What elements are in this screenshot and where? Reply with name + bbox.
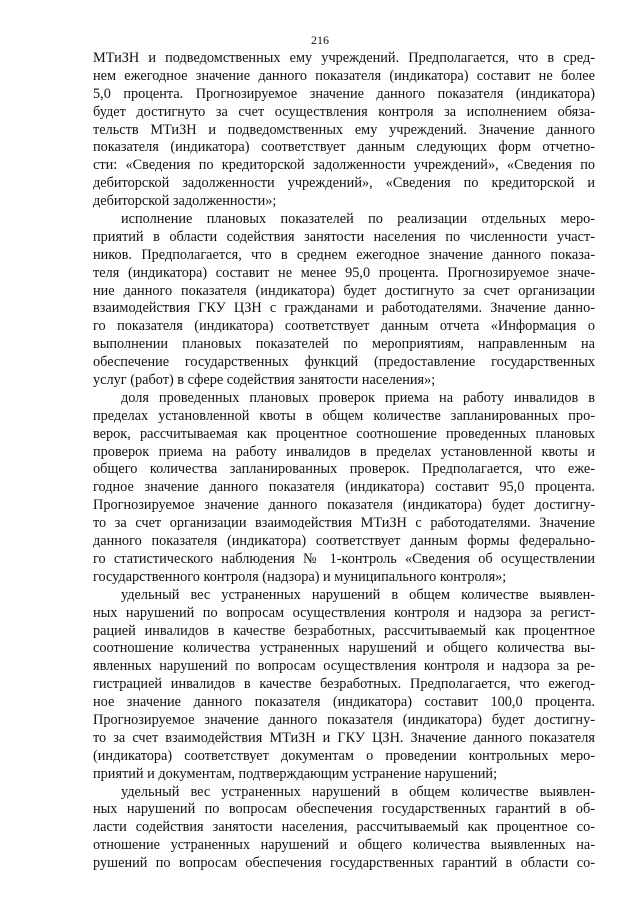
text-line: Прогнозируемое значение данного показателя (индикатора) будет достигну-: [93, 497, 595, 514]
text-line: Прогнозируемое значение данного показателя (индикатора) будет достигну-: [93, 711, 595, 728]
text-line: то за счет взаимодействия МТиЗН и ГКУ ЦЗН. Значение данного показателя: [93, 729, 595, 746]
text-line: общего количества запланированных проверок. Предполагается, что еже-: [93, 461, 595, 478]
paragraph-first-line: доля проведенных плановых проверок приема на работу инвалидов в: [121, 389, 595, 406]
text-line: гистрацией инвалидов в качестве безработных. Предполагается, что ежегод-: [93, 676, 595, 693]
text-line: приятий и документам, подтверждающим устранение нарушений;: [93, 765, 498, 782]
text-line: нем ежегодное значение данного показателя (индикатора) составит не более: [93, 67, 595, 84]
text-line: то за счет организации взаимодействия МТиЗН с работодателями. Значение: [93, 515, 595, 532]
text-line: взаимодействия ГКУ ЦЗН с гражданами и работодателями. Значение данно-: [93, 300, 595, 317]
text-line: тельств МТиЗН и подведомственных ему учреждений. Значение данного: [93, 121, 595, 138]
paragraph-first-line: удельный вес устраненных нарушений в общем количестве выявлен-: [121, 586, 595, 603]
text-line: проверок приема на работу инвалидов в пределах установленной квоты и: [93, 443, 595, 460]
text-line: явленных нарушений по вопросам осуществления контроля и надзора за ре-: [93, 658, 595, 675]
text-line: отношение устраненных нарушений и общего количества выявленных на-: [93, 837, 595, 854]
text-line: ных нарушений по вопросам осуществления контроля и надзора за регист-: [93, 604, 595, 621]
text-line: МТиЗН и подведомственных ему учреждений. Предполагается, что в сред-: [93, 50, 595, 66]
text-line: дебиторской задолженности»;: [93, 193, 277, 210]
text-line: рацией инвалидов в качестве безработных, рассчитываемый как процентное: [93, 622, 595, 639]
paragraph-first-line: исполнение плановых показателей по реализации отдельных меро-: [121, 211, 595, 228]
text-line: ласти содействия занятости населения, рассчитываемый как процентное со-: [93, 819, 595, 836]
page-number: 216: [311, 33, 329, 47]
text-line: теля (индикатора) составит не менее 95,0 процента. Прогнозируемое значе-: [93, 264, 595, 281]
text-line: рушений по вопросам обеспечения государственных гарантий в области со-: [93, 855, 595, 872]
text-line: будет достигнуто за счет осуществления контроля за исполнением обяза-: [93, 103, 595, 120]
text-line: ние данного показателя (индикатора) будет достигнуто за счет организации: [93, 282, 595, 299]
text-line: обеспечение государственных функций (предоставление государственных: [93, 354, 595, 371]
text-line: го статистического наблюдения № 1-контроль «Сведения об осуществлении: [93, 550, 595, 567]
text-line: ников. Предполагается, что в среднем ежегодное значение данного показа-: [93, 246, 595, 263]
text-line: услуг (работ) в сфере содействия занятости населения»;: [93, 372, 436, 389]
text-line: дебиторской задолженности учреждений», «Сведения по кредиторской и: [93, 175, 595, 192]
text-line: государственного контроля (надзора) и муниципального контроля»;: [93, 568, 507, 585]
document-body: [93, 50, 595, 873]
paragraph-first-line: удельный вес устраненных нарушений в общем количестве выявлен-: [121, 783, 595, 800]
text-line: данного показателя (индикатора) соответствует данным формы федерально-: [93, 533, 595, 550]
text-line: го показателя (индикатора) соответствует данным отчета «Информация о: [93, 318, 595, 335]
text-line: пределах установленной квоты в общем количестве запланированных про-: [93, 407, 595, 424]
text-line: приятий в области содействия занятости населения по численности участ-: [93, 228, 595, 245]
text-line: ное значение данного показателя (индикатора) составит 100,0 процента.: [93, 694, 595, 711]
text-line: 5,0 процента. Прогнозируемое значение данного показателя (индикатора): [93, 85, 595, 102]
text-line: (индикатора) соответствует документам о проведении контрольных меро-: [93, 747, 595, 764]
text-line: соотношение количества устраненных нарушений и общего количества вы-: [93, 640, 595, 657]
text-line: сти: «Сведения по кредиторской задолженности учреждений», «Сведения по: [93, 157, 595, 174]
text-line: выполнении плановых показателей по мероприятиям, направленным на: [93, 336, 595, 353]
text-line: верок, рассчитываемая как процентное соотношение проведенных плановых: [93, 425, 595, 442]
text-line: годное значение данного показателя (индикатора) составит 95,0 процента.: [93, 479, 595, 496]
text-line: ных нарушений по вопросам обеспечения государственных гарантий в об-: [93, 801, 595, 818]
text-line: показателя (индикатора) соответствует данным следующих форм отчетно-: [93, 139, 595, 156]
